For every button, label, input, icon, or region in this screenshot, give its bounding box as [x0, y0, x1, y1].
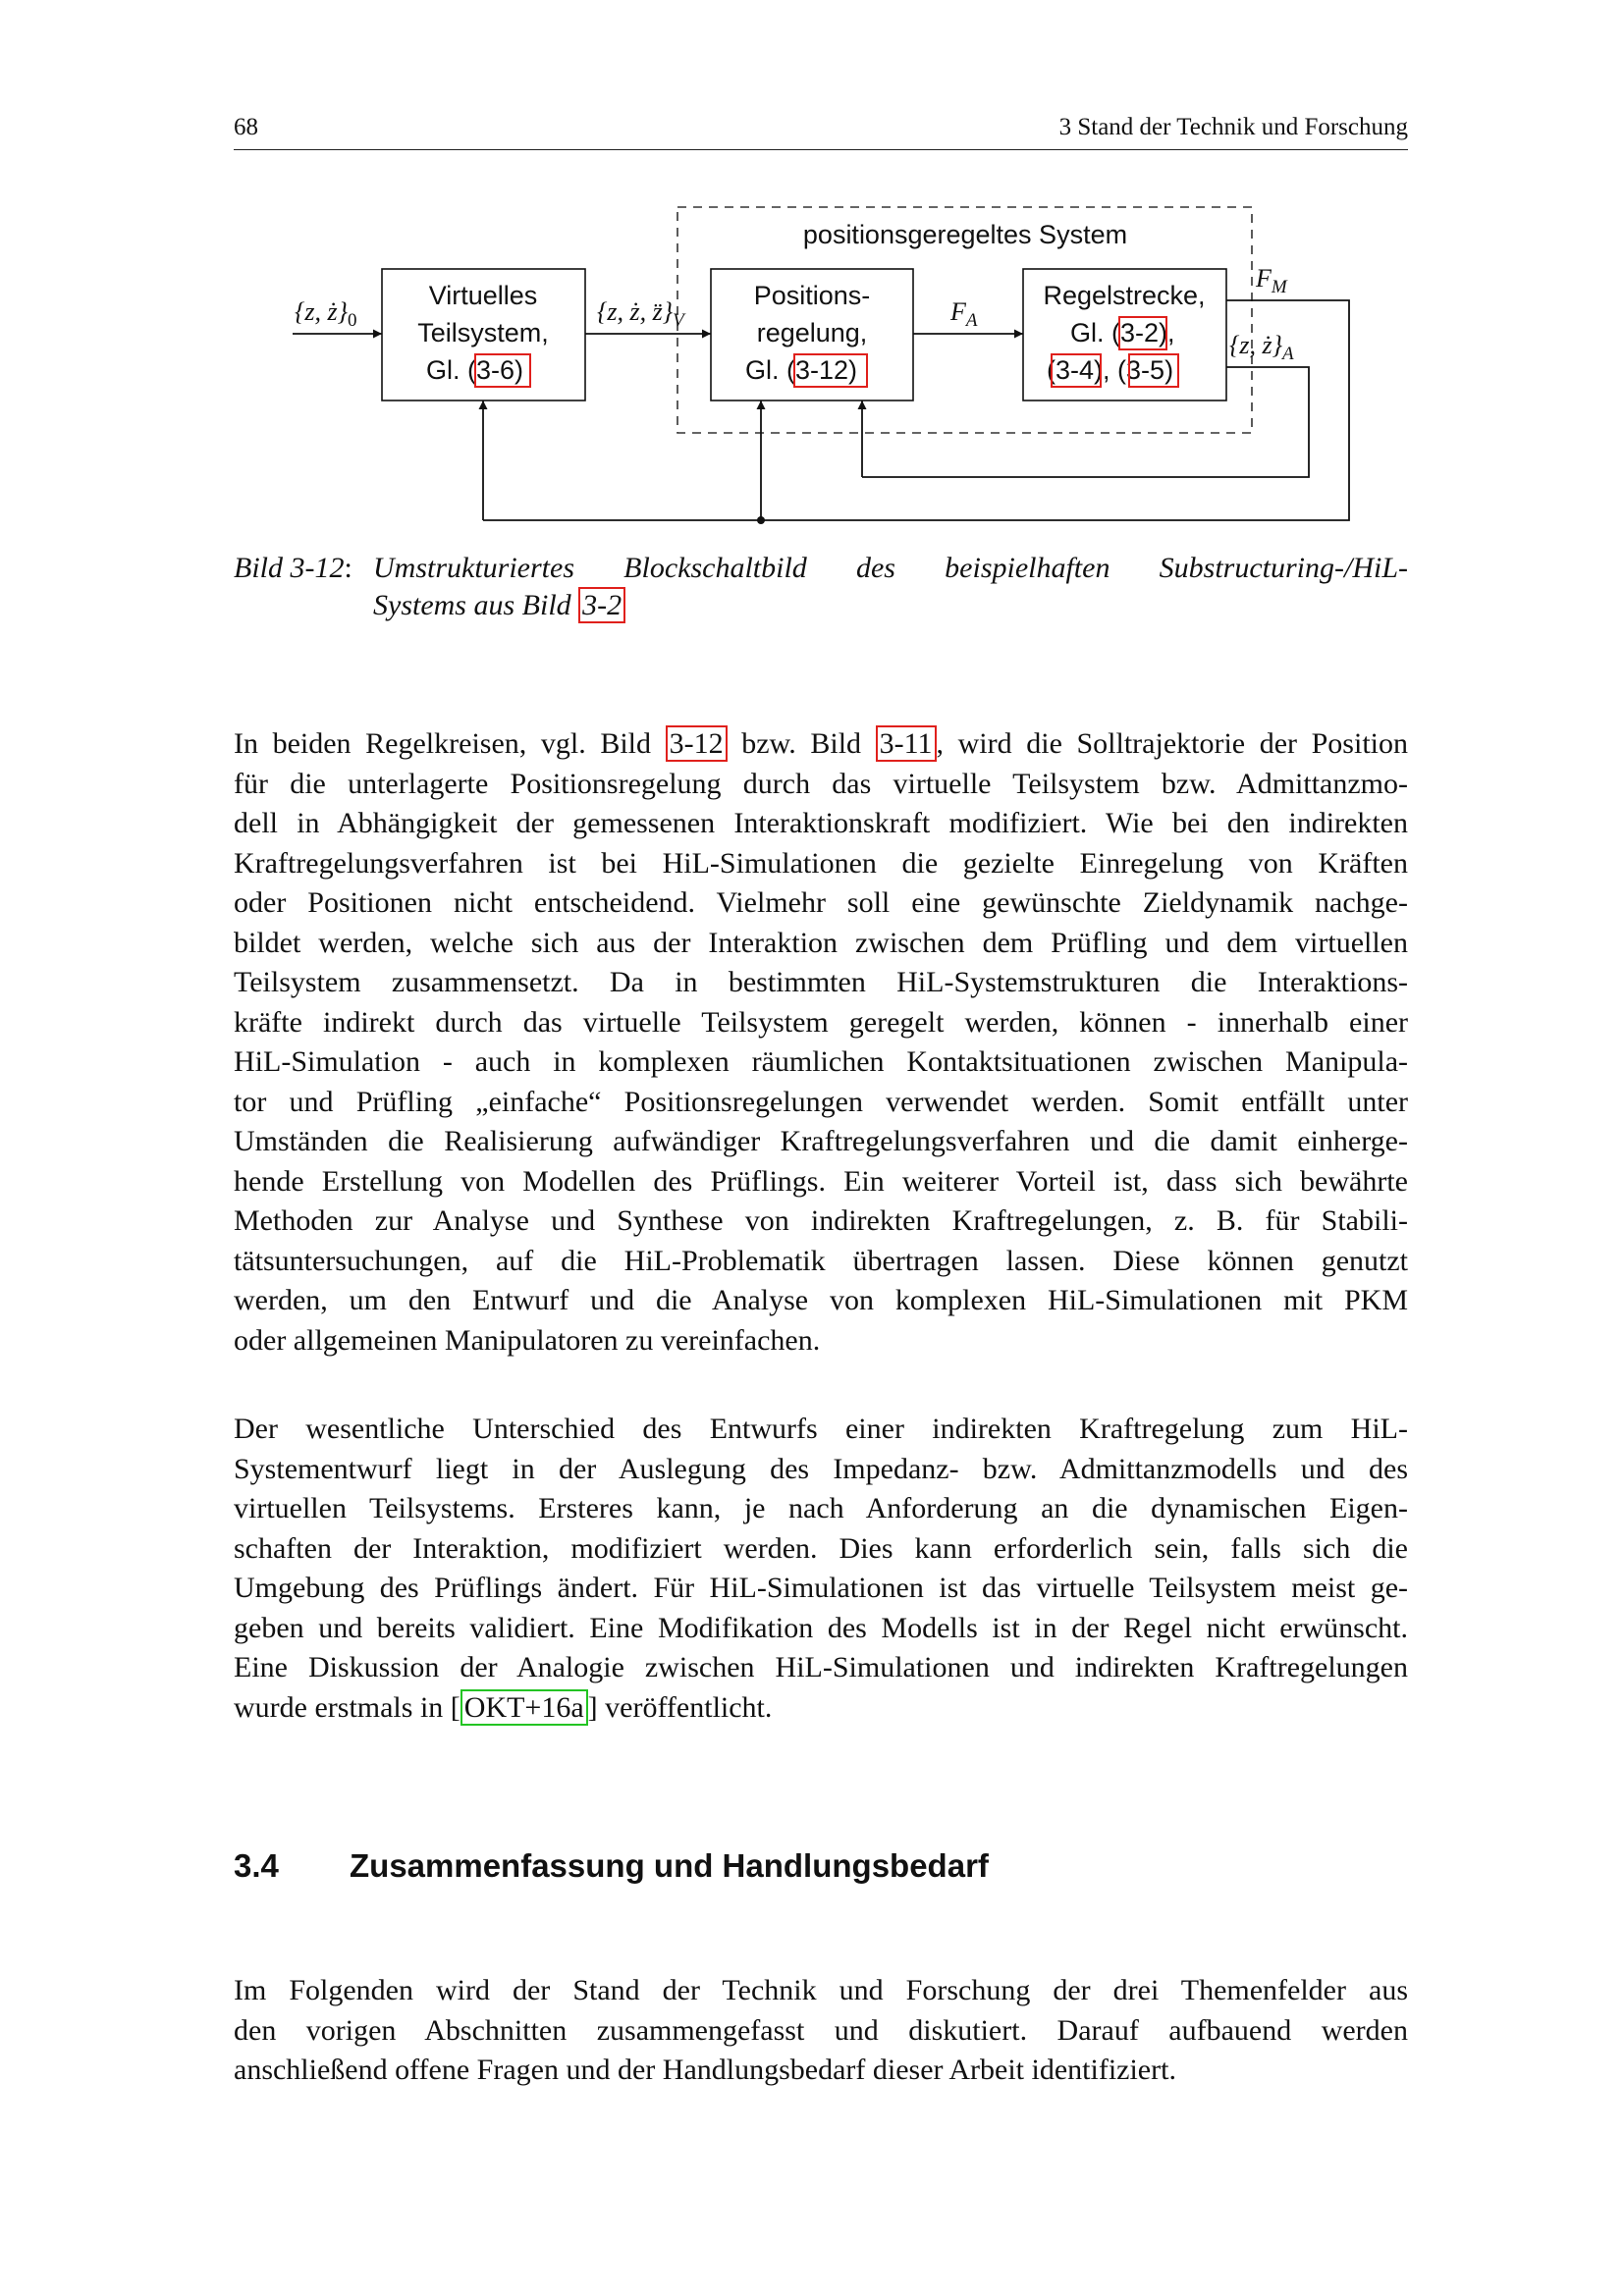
label-za: {z, $ż\}_A$ — [1229, 331, 1294, 364]
label-input: {z, $ż\}_0$ — [295, 297, 357, 331]
para2-line-last: wurde erstmals in [ OKT+16a ] veröffentlicht. — [234, 1690, 773, 1724]
block-diagram — [0, 0, 1624, 550]
block3-line2: Gl. (3-2), — [1070, 318, 1175, 347]
para2-line: Umgebung des Prüflings ändert. Für HiL-Simulationen ist das virtuelle Teilsystem meist ge- — [234, 1572, 1408, 1604]
block2-line3: Gl. (3-12) — [745, 355, 858, 385]
para3-line: den vorigen Abschnitten zusammengefasst und diskutiert. Darauf aufbauend werden — [234, 2013, 1408, 2047]
para1-line: Methoden zur Analyse und Synthese von indirekten Kraftregelungen, z. B. für Stabili- — [234, 1204, 1408, 1237]
para1-line: hende Erstellung von Modellen des Prüflings. Ein weiterer Vorteil ist, dass sich bewährte — [234, 1164, 1408, 1198]
para3-line: Im Folgenden wird der Stand der Technik und Forschung der drei Themenfelder aus — [234, 1974, 1408, 2006]
citation-link[interactable]: OKT+16a — [460, 1689, 588, 1726]
paragraph-3 — [234, 1971, 1408, 2091]
block1-ref[interactable]: 3-6 — [476, 355, 515, 385]
caption-label: Bild 3-12: — [234, 552, 352, 584]
caption-ref-3-2[interactable]: 3-2 — [578, 587, 625, 623]
paragraph-1 — [234, 724, 1408, 1361]
block3-line3: (3-4), (3-5) — [1047, 355, 1174, 385]
para1-line: HiL-Simulation - auch in komplexen räumlichen Kontaktsituationen zwischen Manipula- — [234, 1045, 1408, 1078]
para1-line: tor und Prüfling „einfache“ Positionsregelungen verwendet werden. Somit entfällt unter — [234, 1085, 1408, 1118]
block1-line2: Teilsystem, — [417, 318, 549, 347]
section-title: Zusammenfassung und Handlungsbedarf — [350, 1847, 989, 1884]
para1-line: kräfte indirekt durch das virtuelle Teilsystem geregelt werden, können - innerhalb einer — [234, 1005, 1408, 1039]
para1-line1: In beiden Regelkreisen, vgl. Bild 3-12 bzw. Bild 3-11 , wird die Solltrajektorie der Position — [234, 727, 1408, 760]
para1-line: oder Positionen nicht entscheidend. Vielmehr soll eine gewünschte Zieldynamik nachge- — [234, 886, 1408, 919]
block3-ref3[interactable]: 3-5 — [1126, 355, 1165, 385]
para1-line: Teilsystem zusammensetzt. Da in bestimmten HiL-Systemstrukturen die Interaktions- — [234, 966, 1408, 998]
caption-line2: Systems aus Bild 3-2 — [373, 587, 625, 623]
para2-line: geben und bereits validiert. Eine Modifikation des Modells ist in der Regel nicht erwünscht. — [234, 1611, 1408, 1644]
block1-line3: Gl. (3-6) — [426, 355, 524, 385]
para2-line: Eine Diskussion der Analogie zwischen HiL-Simulationen und indirekten Kraftregelungen — [234, 1651, 1408, 1683]
ref-link-3-11[interactable]: 3-11 — [876, 725, 937, 762]
system-label: positionsgeregeltes System — [802, 220, 1128, 249]
running-head: 3 Stand der Technik und Forschung — [1058, 114, 1408, 140]
paragraph-2 — [234, 1410, 1408, 1728]
section-number: 3.4 — [234, 1847, 279, 1884]
caption-line1: Umstrukturiertes Blockschaltbild des beispielhaften Substructuring-/HiL- — [373, 552, 1408, 584]
label-fm: $F_M$ — [1256, 264, 1287, 297]
para1-line: bildet werden, welche sich aus der Interaktion zwischen dem Prüfling und dem virtuellen — [234, 926, 1408, 959]
label-fa: $F_A$ — [950, 297, 978, 331]
para1-line: Kraftregelungsverfahren ist bei HiL-Simulationen die gezielte Einregelung von Kräften — [234, 846, 1408, 880]
junction-dot — [757, 516, 765, 524]
block2-line2: regelung, — [756, 318, 868, 347]
block1-line1: Virtuelles — [428, 281, 538, 310]
block3-line1: Regelstrecke, — [1043, 281, 1206, 310]
para1-line: oder allgemeinen Manipulatoren zu vereinfachen. — [234, 1323, 821, 1357]
block2-ref[interactable]: 3-12 — [795, 355, 849, 385]
para1-line: Umständen die Realisierung aufwändiger Kraftregelungsverfahren und die damit einherge- — [234, 1125, 1408, 1157]
para1-line: dell in Abhängigkeit der gemessenen Interaktionskraft modifiziert. Wie bei den indirekten — [234, 807, 1408, 839]
para2-line: schaften der Interaktion, modifiziert werden. Dies kann erforderlich sein, falls sich die — [234, 1531, 1408, 1565]
block2-line1: Positions- — [753, 281, 871, 310]
page-number: 68 — [234, 114, 258, 140]
para1-line: für die unterlagerte Positionsregelung durch das virtuelle Teilsystem bzw. Admittanzmo- — [234, 767, 1408, 800]
para2-line: Systementwurf liegt in der Auslegung des Impedanz- bzw. Admittanzmodells und des — [234, 1452, 1408, 1485]
para1-line: tätsuntersuchungen, auf die HiL-Problematik übertragen lassen. Diese können genutzt — [234, 1244, 1408, 1277]
para3-line: anschließend offene Fragen und der Handlungsbedarf dieser Arbeit identifiziert. — [234, 2054, 1176, 2086]
para2-line: Der wesentliche Unterschied des Entwurfs einer indirekten Kraftregelung zum HiL- — [234, 1413, 1408, 1445]
block3-ref1[interactable]: 3-2 — [1120, 318, 1160, 347]
para2-line: virtuellen Teilsystems. Ersteres kann, je nach Anforderung an die dynamischen Eigen- — [234, 1492, 1408, 1524]
block3-ref2[interactable]: 3-4 — [1056, 355, 1095, 385]
label-v: {z, ż, $z̈\}_V$ — [597, 297, 684, 331]
ref-link-3-12[interactable]: 3-12 — [666, 725, 728, 762]
para1-line: werden, um den Entwurf und die Analyse von komplexen HiL-Simulationen mit PKM — [234, 1284, 1408, 1316]
